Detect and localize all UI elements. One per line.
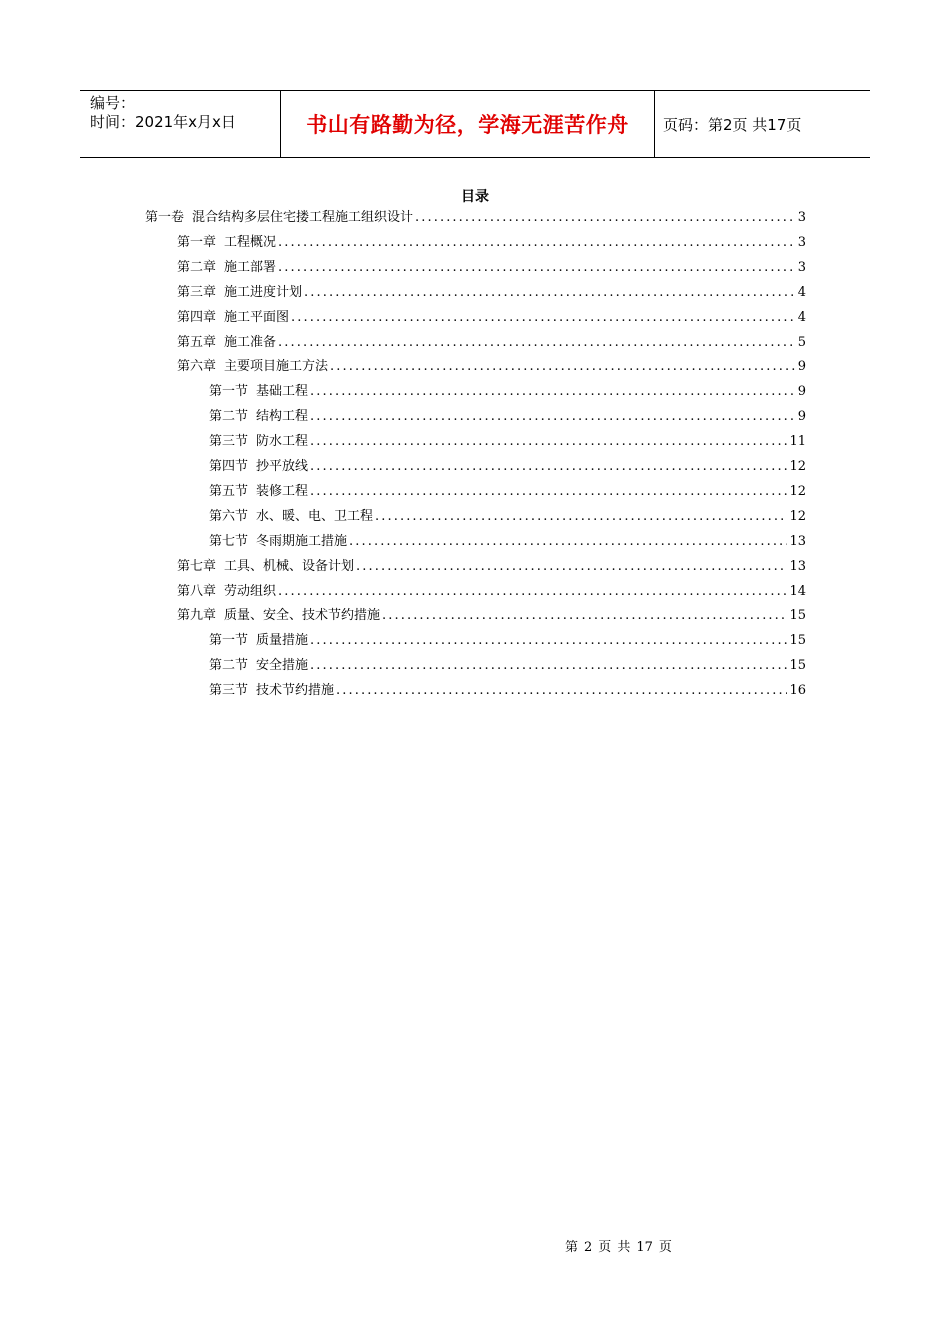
toc-entry-number: 第二章 [177,259,217,275]
toc-entry[interactable] [209,656,806,676]
toc-entry-number: 第五章 [177,334,217,350]
toc-entry-title: 质量、安全、技术节约措施 [224,608,381,624]
toc-entry[interactable] [177,233,806,253]
toc-dot-leader [336,681,787,701]
toc-entry-number: 第三章 [177,284,217,300]
toc-entry-page: 15 [789,633,806,649]
toc-entry-number: 第一节 [209,384,249,400]
toc-entry-page: 15 [789,608,806,624]
toc-entry-page: 4 [797,309,806,325]
toc-dot-leader [278,582,787,602]
toc-entry[interactable] [209,432,806,452]
toc-entry-title: 施工部署 [224,259,277,275]
toc-entry-title: 抄平放线 [256,459,309,474]
time-label: 时间：2021年x月x日 [90,113,236,131]
toc-entry-page: 13 [789,558,806,574]
toc-entry-number: 第四章 [177,309,217,325]
toc-entry-title: 施工进度计划 [224,284,303,300]
toc-entry-number: 第二节 [209,409,249,425]
toc-entry[interactable] [209,681,806,701]
toc-dot-leader [310,457,787,477]
toc-entry-title: 施工准备 [224,334,277,350]
toc-dot-leader [349,532,787,552]
toc-entry-page: 5 [797,334,806,350]
toc-entry[interactable] [145,208,806,228]
toc-entry-number: 第三节 [209,434,249,450]
toc-entry[interactable] [209,631,806,651]
toc-entry-title: 装修工程 [256,483,309,499]
toc-dot-leader [291,308,796,328]
page-header [80,90,870,158]
toc-entry-number: 第一章 [177,234,217,250]
toc-entry-title: 主要项目施工方法 [224,359,329,375]
toc-entry-number: 第七章 [177,558,217,574]
page-footer [565,1236,678,1255]
toc-entry-number: 第七节 [209,533,249,549]
serial-label: 编号： [90,94,136,112]
toc-dot-leader [278,258,796,278]
toc-dot-leader [278,233,796,253]
toc-entry[interactable] [177,582,806,602]
toc-dot-leader [330,357,796,377]
toc-entry-title: 安全措施 [256,658,309,674]
toc-dot-leader [304,283,796,303]
toc-entry-page: 12 [789,508,806,524]
toc-entry-page: 9 [797,359,806,375]
toc-entry-title: 混合结构多层住宅搂工程施工组织设计 [192,210,414,225]
toc-entry-number: 第二节 [209,658,249,674]
toc-entry-title: 结构工程 [256,409,309,425]
toc-dot-leader [310,432,787,452]
footer-part: 共 [617,1240,631,1255]
toc-dot-leader [310,656,787,676]
toc-entry-page: 3 [797,259,806,275]
toc-title: 目录 [461,189,489,205]
toc-entry[interactable] [209,382,806,402]
toc-entry-page: 9 [797,409,806,425]
footer-current-page: 2 [584,1240,593,1255]
toc-entry-number: 第一卷 [145,210,185,225]
toc-entry-number: 第五节 [209,483,249,499]
toc-entry-title: 技术节约措施 [256,683,335,699]
header-meta [80,91,281,157]
toc-dot-leader [310,382,796,402]
toc-entry-title: 水、暖、电、卫工程 [256,508,374,524]
toc-dot-leader [310,631,787,651]
toc-entry-title: 防水工程 [256,434,309,450]
toc-entry-page: 16 [789,683,806,699]
toc-entry-page: 4 [797,284,806,300]
toc-entry-number: 第六章 [177,359,217,375]
toc-entry-page: 11 [789,434,806,450]
toc-entry[interactable] [177,333,806,353]
toc-entry[interactable] [177,283,806,303]
toc-entry[interactable] [209,457,806,477]
footer-total-pages: 17 [636,1240,653,1255]
toc-entry-title: 劳动组织 [224,583,277,599]
toc-entry-page: 12 [789,483,806,499]
toc-entry-title: 冬雨期施工措施 [256,533,348,549]
toc-dot-leader [278,333,796,353]
toc-entry-page: 9 [797,384,806,400]
toc-entry-page: 3 [797,234,806,250]
footer-part: 页 [658,1240,672,1255]
toc-entry-title: 工程概况 [224,234,277,250]
toc-entry[interactable] [177,606,806,626]
toc-entry-page: 12 [789,459,806,474]
header-page-info: 页码：第2页 共17页 [663,115,802,134]
toc-entry-page: 3 [797,210,806,225]
toc-entry-title: 基础工程 [256,384,309,400]
toc-dot-leader [356,557,787,577]
toc-entry[interactable] [177,308,806,328]
toc-entry-page: 13 [789,533,806,549]
footer-part: 页 [598,1240,612,1255]
toc-entry-page: 14 [789,583,806,599]
header-motto: 书山有路勤为径，学海无涯苦作舟 [281,91,655,157]
toc-entry[interactable] [177,557,806,577]
toc-entry-title: 质量措施 [256,633,309,649]
footer-part: 第 [565,1240,579,1255]
toc-dot-leader [382,606,787,626]
toc-entry-number: 第九章 [177,608,217,624]
toc-entry-page: 15 [789,658,806,674]
toc-dot-leader [310,482,787,502]
toc-entry-title: 工具、机械、设备计划 [224,558,355,574]
toc-entry[interactable] [177,258,806,278]
toc-entry[interactable] [209,482,806,502]
toc-entry-title: 施工平面图 [224,309,290,325]
toc-entry[interactable] [209,507,806,527]
toc-dot-leader [415,208,796,228]
toc-entry-number: 第六节 [209,508,249,524]
toc-entry[interactable] [209,532,806,552]
toc-entry-number: 第八章 [177,583,217,599]
toc-dot-leader [375,507,787,527]
toc-entry-number: 第三节 [209,683,249,699]
toc-entry[interactable] [209,407,806,427]
toc-entry-number: 第一节 [209,633,249,649]
toc-entry[interactable] [177,357,806,377]
toc-entry-number: 第四节 [209,459,249,474]
toc-dot-leader [310,407,796,427]
